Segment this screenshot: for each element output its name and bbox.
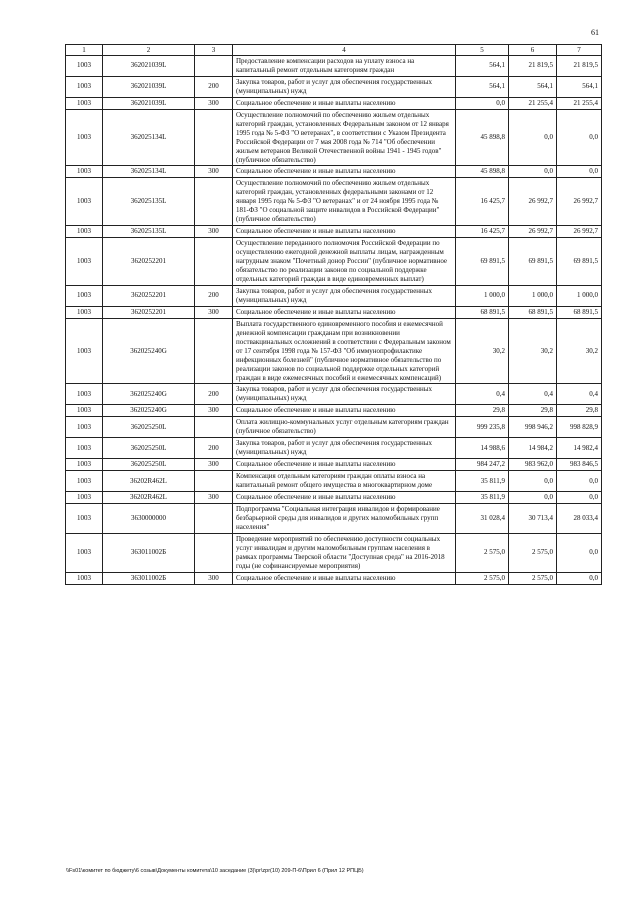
amount-2017-cell: 21 255,4	[509, 97, 557, 109]
target-article-cell: 3620252201	[103, 238, 195, 286]
amount-2018-cell: 0,0	[557, 572, 602, 584]
amount-2017-cell: 1 000,0	[509, 285, 557, 306]
table-row	[66, 417, 602, 438]
amount-2017-cell: 983 962,0	[509, 459, 557, 471]
description-cell: Закупка товаров, работ и услуг для обеспечения государственных (муниципальных) нужд	[233, 285, 456, 306]
amount-2018-cell: 998 828,9	[557, 417, 602, 438]
table-row	[66, 166, 602, 178]
description-cell: Осуществление полномочий по обеспечению жильем отдельных категорий граждан, установленных Федеральным законом от 12 января 1995 года № 5-ФЗ "О ветеранах", в соответствии с Указом Президента Российской Федерации от 7 мая 2008 года № 714 "Об обеспечении жильем ветеранов Великой Отечественной войны 1941 - 1945 годов" (публичное обязательство)	[233, 109, 456, 166]
amount-2018-cell: 0,0	[557, 491, 602, 503]
expense-type-cell: 300	[195, 491, 233, 503]
expense-type-cell	[195, 56, 233, 77]
column-header: 3	[195, 45, 233, 56]
target-article-cell: 362025250L	[103, 417, 195, 438]
table-row	[66, 503, 602, 533]
amount-2016-cell: 29,8	[456, 405, 509, 417]
table-body	[66, 56, 602, 585]
expense-type-cell: 300	[195, 97, 233, 109]
section-code-cell: 1003	[66, 97, 103, 109]
column-header: 6	[509, 45, 557, 56]
target-article-cell: 362025135L	[103, 178, 195, 226]
section-code-cell: 1003	[66, 417, 103, 438]
table-row	[66, 318, 602, 384]
amount-2016-cell: 16 425,7	[456, 226, 509, 238]
section-code-cell: 1003	[66, 285, 103, 306]
amount-2018-cell: 21 819,5	[557, 56, 602, 77]
section-code-cell: 1003	[66, 318, 103, 384]
section-code-cell: 1003	[66, 109, 103, 166]
amount-2017-cell: 26 992,7	[509, 178, 557, 226]
amount-2017-cell: 998 946,2	[509, 417, 557, 438]
amount-2017-cell: 2 575,0	[509, 572, 557, 584]
table-row	[66, 384, 602, 405]
table-row	[66, 97, 602, 109]
amount-2018-cell: 29,8	[557, 405, 602, 417]
file-path-footer: \\Fs01\комитет по бюджету\6 созыв\Документы комитета\10 заседание (3)\pr\zpr(10) 209-П-6\Прил 6 (Прил 12 РПЦБ)	[66, 868, 364, 874]
expense-type-cell	[195, 533, 233, 572]
description-cell: Проведение мероприятий по обеспечению доступности социальных услуг инвалидам и другим маломобильным группам населения в рамках программы Тверской области "Доступная среда" на 2016-2018 годы (не софинансируемые мероприятия)	[233, 533, 456, 572]
description-cell: Социальное обеспечение и иные выплаты населению	[233, 97, 456, 109]
description-cell: Предоставление компенсации расходов на уплату взноса на капитальный ремонт отдельным категориям граждан	[233, 56, 456, 77]
amount-2018-cell: 0,0	[557, 166, 602, 178]
expense-type-cell	[195, 318, 233, 384]
target-article-cell: 3620252201	[103, 306, 195, 318]
amount-2018-cell: 68 891,5	[557, 306, 602, 318]
expense-type-cell: 300	[195, 459, 233, 471]
amount-2016-cell: 984 247,2	[456, 459, 509, 471]
table-row	[66, 405, 602, 417]
section-code-cell: 1003	[66, 572, 103, 584]
table-row	[66, 109, 602, 166]
description-cell: Оплата жилищно-коммунальных услуг отдельным категориям граждан (публичное обязательство)	[233, 417, 456, 438]
description-cell: Осуществление полномочий по обеспечению жильем отдельных категорий граждан, установленных федеральными законами от 12 января 1995 года № 5-ФЗ "О ветеранах" и от 24 ноября 1995 года № 181-ФЗ "О социальной защите инвалидов в Российской Федерации" (публичное обязательство)	[233, 178, 456, 226]
table-row	[66, 76, 602, 97]
table-row	[66, 459, 602, 471]
expense-type-cell	[195, 178, 233, 226]
expense-type-cell: 300	[195, 572, 233, 584]
expense-type-cell	[195, 417, 233, 438]
target-article-cell: 362025240G	[103, 384, 195, 405]
description-cell: Социальное обеспечение и иные выплаты населению	[233, 459, 456, 471]
table-row	[66, 533, 602, 572]
amount-2016-cell: 35 811,9	[456, 491, 509, 503]
column-header: 2	[103, 45, 195, 56]
description-cell: Социальное обеспечение и иные выплаты населению	[233, 491, 456, 503]
amount-2017-cell: 68 891,5	[509, 306, 557, 318]
expense-type-cell: 200	[195, 76, 233, 97]
table-row	[66, 285, 602, 306]
amount-2016-cell: 0,0	[456, 97, 509, 109]
column-header: 4	[233, 45, 456, 56]
target-article-cell: 363011002Б	[103, 572, 195, 584]
table-row	[66, 438, 602, 459]
section-code-cell: 1003	[66, 76, 103, 97]
target-article-cell: 362021039L	[103, 76, 195, 97]
target-article-cell: 362025134L	[103, 109, 195, 166]
target-article-cell: 362021039L	[103, 97, 195, 109]
section-code-cell: 1003	[66, 166, 103, 178]
expense-type-cell	[195, 503, 233, 533]
section-code-cell: 1003	[66, 178, 103, 226]
page-number: 61	[591, 28, 599, 37]
table-header-row	[66, 45, 602, 56]
amount-2018-cell: 1 000,0	[557, 285, 602, 306]
description-cell: Социальное обеспечение и иные выплаты населению	[233, 226, 456, 238]
target-article-cell: 363011002Б	[103, 533, 195, 572]
amount-2018-cell: 69 891,5	[557, 238, 602, 286]
expense-type-cell: 200	[195, 285, 233, 306]
section-code-cell: 1003	[66, 306, 103, 318]
description-cell: Закупка товаров, работ и услуг для обеспечения государственных (муниципальных) нужд	[233, 438, 456, 459]
section-code-cell: 1003	[66, 384, 103, 405]
table-row	[66, 226, 602, 238]
target-article-cell: 3620252201	[103, 285, 195, 306]
amount-2017-cell: 0,0	[509, 471, 557, 492]
expense-type-cell: 300	[195, 166, 233, 178]
table-row	[66, 471, 602, 492]
amount-2018-cell: 14 982,4	[557, 438, 602, 459]
section-code-cell: 1003	[66, 405, 103, 417]
expense-type-cell	[195, 471, 233, 492]
amount-2018-cell: 983 846,5	[557, 459, 602, 471]
amount-2016-cell: 2 575,0	[456, 572, 509, 584]
amount-2017-cell: 29,8	[509, 405, 557, 417]
amount-2017-cell: 564,1	[509, 76, 557, 97]
amount-2016-cell: 45 898,8	[456, 166, 509, 178]
amount-2018-cell: 0,0	[557, 533, 602, 572]
column-header: 1	[66, 45, 103, 56]
expense-type-cell: 300	[195, 226, 233, 238]
expense-type-cell: 200	[195, 384, 233, 405]
expense-type-cell: 300	[195, 306, 233, 318]
budget-table	[65, 44, 602, 585]
amount-2017-cell: 26 992,7	[509, 226, 557, 238]
amount-2018-cell: 21 255,4	[557, 97, 602, 109]
amount-2016-cell: 0,4	[456, 384, 509, 405]
expense-type-cell: 300	[195, 405, 233, 417]
amount-2018-cell: 30,2	[557, 318, 602, 384]
amount-2016-cell: 69 891,5	[456, 238, 509, 286]
section-code-cell: 1003	[66, 459, 103, 471]
amount-2017-cell: 0,4	[509, 384, 557, 405]
target-article-cell: 362025250L	[103, 438, 195, 459]
target-article-cell: 362025250L	[103, 459, 195, 471]
description-cell: Выплата государственного единовременного пособия и ежемесячной денежной компенсации гражданам при возникновении поствакцинальных осложнений в соответствии с Федеральным законом от 17 сентября 1998 года № 157-ФЗ "Об иммунопрофилактике инфекционных болезней" (публичное нормативное обязательство по реализации законов по социальной поддержке отдельных категорий граждан в виде ежемесячных пособий и ежемесячных компенсаций)	[233, 318, 456, 384]
target-article-cell: 362025240G	[103, 318, 195, 384]
description-cell: Закупка товаров, работ и услуг для обеспечения государственных (муниципальных) нужд	[233, 384, 456, 405]
expense-type-cell: 200	[195, 438, 233, 459]
amount-2017-cell: 0,0	[509, 109, 557, 166]
amount-2018-cell: 0,4	[557, 384, 602, 405]
section-code-cell: 1003	[66, 471, 103, 492]
amount-2017-cell: 30,2	[509, 318, 557, 384]
amount-2016-cell: 16 425,7	[456, 178, 509, 226]
section-code-cell: 1003	[66, 491, 103, 503]
target-article-cell: 3630000000	[103, 503, 195, 533]
description-cell: Социальное обеспечение и иные выплаты населению	[233, 572, 456, 584]
amount-2016-cell: 2 575,0	[456, 533, 509, 572]
amount-2018-cell: 26 992,7	[557, 178, 602, 226]
column-header: 5	[456, 45, 509, 56]
amount-2016-cell: 30,2	[456, 318, 509, 384]
amount-2018-cell: 26 992,7	[557, 226, 602, 238]
section-code-cell: 1003	[66, 503, 103, 533]
amount-2017-cell: 69 891,5	[509, 238, 557, 286]
section-code-cell: 1003	[66, 533, 103, 572]
amount-2018-cell: 0,0	[557, 471, 602, 492]
amount-2016-cell: 14 988,6	[456, 438, 509, 459]
table-row	[66, 306, 602, 318]
amount-2018-cell: 28 033,4	[557, 503, 602, 533]
target-article-cell: 36202R462L	[103, 491, 195, 503]
amount-2018-cell: 0,0	[557, 109, 602, 166]
amount-2017-cell: 30 713,4	[509, 503, 557, 533]
target-article-cell: 36202R462L	[103, 471, 195, 492]
table-row	[66, 238, 602, 286]
amount-2016-cell: 68 891,5	[456, 306, 509, 318]
amount-2016-cell: 31 028,4	[456, 503, 509, 533]
section-code-cell: 1003	[66, 438, 103, 459]
column-header: 7	[557, 45, 602, 56]
description-cell: Социальное обеспечение и иные выплаты населению	[233, 306, 456, 318]
amount-2016-cell: 1 000,0	[456, 285, 509, 306]
target-article-cell: 362025135L	[103, 226, 195, 238]
target-article-cell: 362021039L	[103, 56, 195, 77]
amount-2017-cell: 21 819,5	[509, 56, 557, 77]
amount-2018-cell: 564,1	[557, 76, 602, 97]
table-row	[66, 572, 602, 584]
description-cell: Закупка товаров, работ и услуг для обеспечения государственных (муниципальных) нужд	[233, 76, 456, 97]
description-cell: Социальное обеспечение и иные выплаты населению	[233, 405, 456, 417]
target-article-cell: 362025134L	[103, 166, 195, 178]
section-code-cell: 1003	[66, 56, 103, 77]
table-row	[66, 56, 602, 77]
expense-type-cell	[195, 238, 233, 286]
section-code-cell: 1003	[66, 226, 103, 238]
description-cell: Социальное обеспечение и иные выплаты населению	[233, 166, 456, 178]
amount-2016-cell: 564,1	[456, 76, 509, 97]
amount-2016-cell: 999 235,8	[456, 417, 509, 438]
amount-2016-cell: 45 898,8	[456, 109, 509, 166]
table-row	[66, 178, 602, 226]
description-cell: Компенсация отдельным категориям граждан оплаты взноса на капитальный ремонт общего имущества в многоквартирном доме	[233, 471, 456, 492]
description-cell: Осуществление переданного полномочия Российской Федерации по осуществлению ежегодной денежной выплаты лицам, награжденным нагрудным знаком "Почетный донор России" (публичное нормативное обязательство по реализации законов по социальной поддержке отдельных категорий граждан в виде единовременных выплат)	[233, 238, 456, 286]
target-article-cell: 362025240G	[103, 405, 195, 417]
amount-2016-cell: 564,1	[456, 56, 509, 77]
section-code-cell: 1003	[66, 238, 103, 286]
amount-2017-cell: 0,0	[509, 491, 557, 503]
amount-2017-cell: 2 575,0	[509, 533, 557, 572]
amount-2017-cell: 0,0	[509, 166, 557, 178]
description-cell: Подпрограмма "Социальная интеграция инвалидов и формирование безбарьерной среды для инвалидов и других маломобильных групп населения"	[233, 503, 456, 533]
amount-2017-cell: 14 984,2	[509, 438, 557, 459]
expense-type-cell	[195, 109, 233, 166]
table-row	[66, 491, 602, 503]
amount-2016-cell: 35 811,9	[456, 471, 509, 492]
